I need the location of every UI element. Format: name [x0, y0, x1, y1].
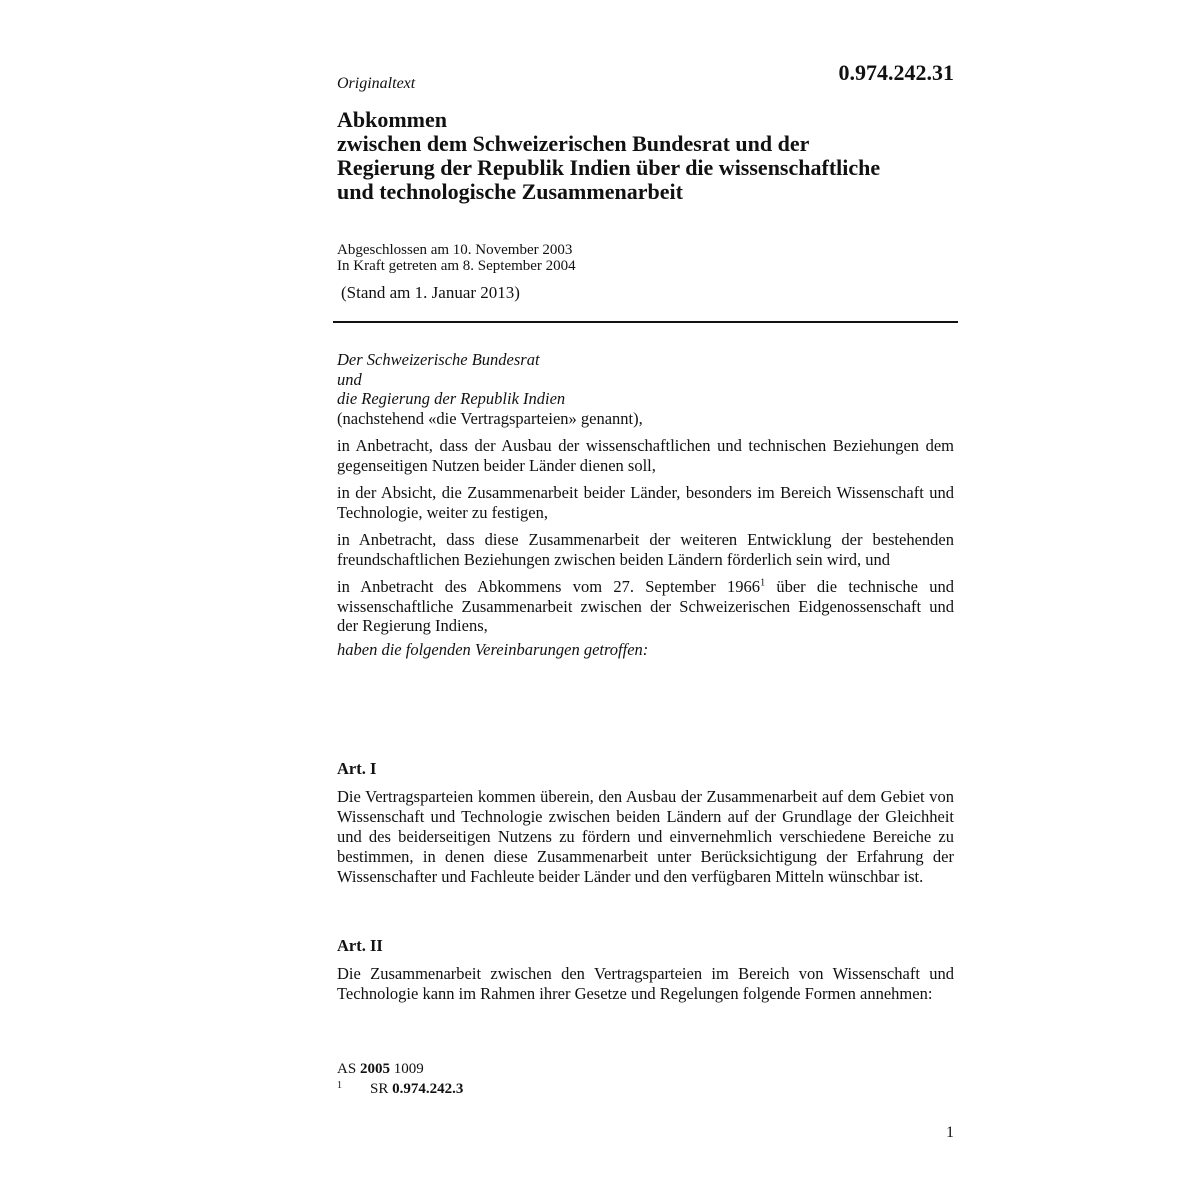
title-line: Abkommen [337, 107, 448, 132]
recital-2: in der Absicht, die Zusammenarbeit beider Länder, besonders im Bereich Wissenschaft und Technologie, weiter zu festigen, [337, 483, 954, 522]
footnote-prefix: SR [370, 1081, 389, 1097]
preamble-closing: haben die folgenden Vereinbarungen getroffen: [337, 639, 649, 659]
title-line: zwischen dem Schweizerischen Bundesrat und der [337, 131, 810, 156]
concluded-date: Abgeschlossen am 10. November 2003 [337, 242, 573, 258]
status-date: (Stand am 1. Januar 2013) [341, 283, 520, 302]
article-1-title: Art. I [337, 759, 377, 778]
recital-4 [337, 577, 954, 636]
recital-1: in Anbetracht, dass der Ausbau der wissenschaftlichen und technischen Beziehungen dem gegenseitigen Nutzen beider Länder dienen soll, [337, 436, 954, 475]
header-divider [333, 321, 958, 323]
party-1: Der Schweizerische Bundesrat [337, 350, 540, 369]
conjunction: und [337, 369, 362, 389]
footnotes [337, 1059, 463, 1099]
in-force-date: In Kraft getreten am 8. September 2004 [337, 258, 576, 274]
footnote-text [370, 1079, 463, 1099]
treaty-dates [337, 242, 576, 274]
article-2-text: Die Zusammenarbeit zwischen den Vertragsparteien im Bereich von Wissenschaft und Technologie kann im Rahmen ihrer Gesetze und Regelungen folgende Formen annehmen: [337, 964, 954, 1003]
title-line: und technologische Zusammenarbeit [337, 179, 683, 204]
recital-4-text-cont: über die technische und wissenschaftliche Zusammenarbeit zwischen der Schweizerischen Eidgenossenschaft und der Regierung Indiens, [337, 577, 955, 635]
document-title [337, 108, 977, 204]
original-text-label: Originaltext [337, 75, 416, 92]
footnote-mark: 1 [337, 1080, 342, 1091]
preamble [337, 350, 954, 659]
designation: (nachstehend «die Vertragsparteien» genannt), [337, 408, 643, 428]
sr-number: 0.974.242.31 [838, 60, 954, 85]
as-year: 2005 [359, 1061, 390, 1077]
footnote-sr-link[interactable]: 0.974.242.3 [392, 1081, 464, 1097]
footnote-1 [337, 1079, 463, 1099]
title-line: Regierung der Republik Indien über die wissenschaftliche [337, 155, 881, 180]
page-number: 1 [946, 1124, 954, 1141]
article-1-text: Die Vertragsparteien kommen überein, den Ausbau der Zusammenarbeit auf dem Gebiet von Wissenschaft und Technologie zwischen beiden Ländern auf der Grundlage der Gleichheit und des beiderseitigen Nutzens zu fördern und einvernehmlich verschiedene Bereiche zu bestimmen, in denen diese Zusammenarbeit unter Berücksichtigung der Erfahrung der Wissenschafter und Fachleute beider Länder und den verfügbaren Mitteln wünschbar ist. [337, 787, 954, 886]
footnote-reference[interactable]: 1 [760, 577, 766, 589]
article-2-title: Art. II [337, 936, 383, 955]
as-page: 1009 [393, 1061, 424, 1077]
recital-3: in Anbetracht, dass diese Zusammenarbeit der weiteren Entwicklung der bestehenden freundschaftlichen Beziehungen zwischen beiden Ländern förderlich sein wird, und [337, 530, 954, 569]
party-2: die Regierung der Republik Indien [337, 389, 566, 408]
as-prefix: AS [337, 1061, 357, 1077]
recital-4-text: in Anbetracht des Abkommens vom 27. September 1966 [337, 577, 761, 596]
